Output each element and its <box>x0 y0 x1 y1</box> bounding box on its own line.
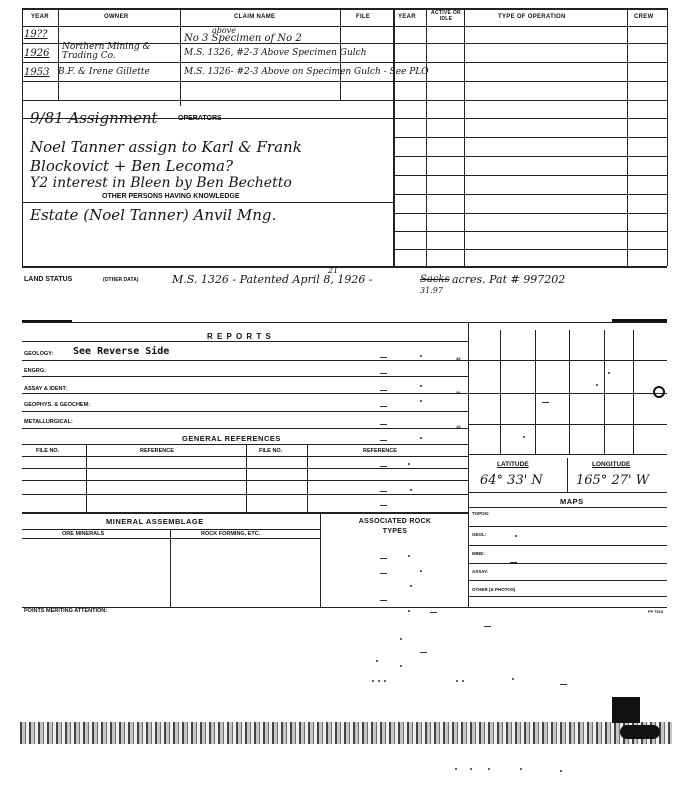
report-num-assay: 30 <box>456 390 461 395</box>
header-type-of-operation: TYPE OF OPERATION <box>498 14 566 20</box>
gr-header-reference: REFERENCE <box>140 448 174 454</box>
scan-black-mark <box>612 697 640 723</box>
row3-claim: M.S. 1326- #2-3 Above on Specimen Gulch - See PLO <box>184 67 429 77</box>
gr-header-file-no: FILE NO. <box>36 448 60 454</box>
row1-claim: No 3 Specimen of No 2 <box>184 33 302 44</box>
report-label-metallurgical: METALLURGICAL: <box>24 419 73 425</box>
row2-owner: Northern Mining & Trading Co. <box>62 42 151 61</box>
report-label-engrg: ENGRG: <box>24 368 46 374</box>
gr-header-file-no-2: FILE NO. <box>259 448 283 454</box>
maps-geol: GEOL: <box>472 532 487 537</box>
header-crew: CREW <box>634 14 654 20</box>
ore-minerals-header: ORE MINERALS <box>62 531 105 537</box>
maps-mine: MINE: <box>472 551 485 556</box>
land-status-below: 31.97 <box>420 286 443 295</box>
land-status-acres: acres. Pat # 997202 <box>452 273 566 286</box>
header-claim-name: CLAIM NAME <box>234 14 276 20</box>
row1-claim-above: above <box>212 26 236 35</box>
operators-prefix: 9/81 Assignment <box>30 109 158 127</box>
maps-topog: TOPOG: <box>472 511 490 516</box>
report-label-assay: ASSAY & IDENT: <box>24 386 68 392</box>
latitude-label: LATITUDE <box>497 461 529 468</box>
land-status-sublabel: (OTHER DATA) <box>103 277 139 283</box>
gr-header-reference-2: REFERENCE <box>363 448 397 454</box>
maps-assay: ASSAY: <box>472 569 489 574</box>
land-status-text: M.S. 1326 - Patented April 8, 1926 - <box>172 273 373 286</box>
operators-label: OPERATORS <box>178 115 222 122</box>
longitude-label: LONGITUDE <box>592 461 631 468</box>
report-num-geology: 45 <box>456 356 461 361</box>
row3-year: 1953 <box>24 67 50 78</box>
header-owner: OWNER <box>104 14 129 20</box>
location-marker-icon <box>653 386 665 398</box>
longitude-value: 165° 27' W <box>576 473 650 488</box>
report-num-metallurgical: 15 <box>456 424 461 429</box>
operators-line-1: Noel Tanner assign to Karl & Frank <box>30 138 302 156</box>
report-label-geology: GEOLOGY: <box>24 351 54 357</box>
reports-title: R E P O R T S <box>207 332 272 341</box>
header-year: YEAR <box>31 14 49 20</box>
other-persons-line: Estate (Noel Tanner) Anvil Mng. <box>30 206 277 224</box>
points-meriting-label: POINTS MERITING ATTENTION: <box>24 608 108 614</box>
land-status-superscript: 21 <box>328 266 339 275</box>
report-value-geology: See Reverse Side <box>73 346 170 357</box>
row1-year: 19?? <box>24 29 48 40</box>
maps-title: MAPS <box>560 497 584 506</box>
rock-forming-header: ROCK FORMING, ETC. <box>201 531 261 537</box>
land-status-label: LAND STATUS <box>24 276 73 283</box>
report-label-geophys: GEOPHYS. & GEOCHEM: <box>24 402 91 408</box>
row3-owner: B.F. & Irene Gillette <box>58 67 150 77</box>
general-references-title: GENERAL REFERENCES <box>182 434 281 443</box>
other-persons-label: OTHER PERSONS HAVING KNOWLEDGE <box>102 193 240 200</box>
scan-black-blob <box>620 725 660 739</box>
land-status-struck: Sacks <box>420 274 450 285</box>
scan-edge-band <box>20 722 672 744</box>
form-number: FP 7515 <box>648 609 664 614</box>
header-file: FILE <box>356 14 371 20</box>
row2-year: 1926 <box>24 48 50 59</box>
operators-line-3: Y2 interest in Bleen by Ben Bechetto <box>30 175 292 191</box>
operators-line-2: Blockovict + Ben Lecoma? <box>30 157 233 175</box>
latitude-value: 64° 33' N <box>480 473 543 488</box>
header-year-2: YEAR <box>398 14 416 20</box>
maps-other: OTHER (& PHOTOS) <box>472 587 516 592</box>
header-active-idle: ACTIVE OR IDLE <box>431 10 461 22</box>
mineral-assemblage-title: MINERAL ASSEMBLAGE <box>106 517 204 526</box>
row2-claim: M.S. 1326, #2-3 Above Specimen Gulch <box>184 48 367 58</box>
associated-rock-types-header: ASSOCIATED ROCK TYPES <box>358 518 432 535</box>
